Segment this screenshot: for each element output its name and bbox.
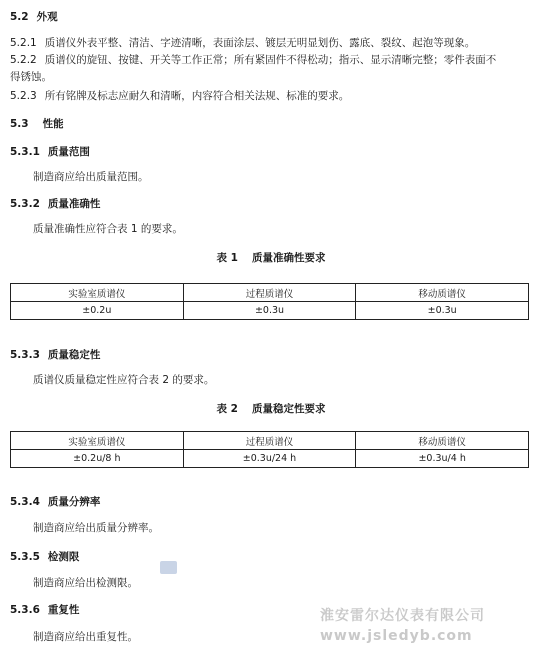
table-row — [11, 450, 529, 468]
table-1-caption — [0, 251, 542, 265]
clause-number: 5.3.2 — [10, 198, 40, 210]
clause-number: 5.2.1 — [10, 37, 37, 49]
clause-5-3-4-body: 制造商应给出质量分辨率。 — [33, 522, 159, 534]
clause-5-3-4-heading — [10, 495, 100, 509]
clause-title: 质量范围 — [47, 146, 90, 158]
table-header-cell: 实验室质谱仪 — [11, 432, 184, 450]
clause-title: 质量准确性 — [47, 198, 101, 210]
section-heading-5-3 — [10, 117, 64, 131]
watermark-logo-icon — [160, 561, 177, 574]
section-heading-5-2 — [10, 10, 58, 24]
clause-title: 质量分辨率 — [47, 496, 101, 508]
table-header-cell: 实验室质谱仪 — [11, 284, 184, 302]
table-cell: ±0.2u/8 h — [11, 450, 184, 468]
table-header-row — [11, 432, 529, 450]
clause-text: 所有铭牌及标志应耐久和清晰，内容符合相关法规、标准的要求。 — [44, 90, 350, 102]
clause-5-3-2-body: 质量准确性应符合表 1 的要求。 — [33, 223, 183, 235]
table-header-row — [11, 284, 529, 302]
clause-5-3-5-body: 制造商应给出检测限。 — [33, 577, 138, 589]
clause-number: 5.3.4 — [10, 496, 40, 508]
table-2 — [10, 431, 529, 468]
clause-5-2-1 — [10, 36, 475, 50]
section-title: 性能 — [42, 118, 64, 130]
clause-number: 5.2.3 — [10, 90, 37, 102]
section-number: 5.3 — [10, 118, 29, 130]
clause-title: 重复性 — [47, 604, 80, 616]
table-number: 表 1 — [216, 252, 238, 264]
clause-5-2-3 — [10, 89, 349, 103]
clause-5-3-6-heading — [10, 603, 79, 617]
table-header-cell: 过程质谱仪 — [183, 432, 356, 450]
clause-title: 检测限 — [47, 551, 80, 563]
clause-number: 5.3.5 — [10, 551, 40, 563]
table-header-cell: 过程质谱仪 — [183, 284, 356, 302]
table-cell: ±0.3u/24 h — [183, 450, 356, 468]
section-title: 外观 — [36, 11, 58, 23]
clause-text: 质谱仪的旋钮、按键、开关等工作正常；所有紧固件不得松动；指示、显示清晰完整；零件表面不 — [44, 54, 497, 66]
table-2-caption — [0, 402, 542, 416]
clause-5-3-5-heading — [10, 550, 79, 564]
table-header-cell: 移动质谱仪 — [356, 432, 529, 450]
clause-number: 5.3.3 — [10, 349, 40, 361]
clause-title: 质量稳定性 — [47, 349, 101, 361]
clause-number: 5.3.6 — [10, 604, 40, 616]
clause-5-3-3-body: 质谱仪质量稳定性应符合表 2 的要求。 — [33, 374, 215, 386]
clause-5-3-1-body: 制造商应给出质量范围。 — [33, 171, 149, 183]
table-header-cell: 移动质谱仪 — [356, 284, 529, 302]
clause-number: 5.2.2 — [10, 54, 37, 66]
table-title: 质量稳定性要求 — [251, 403, 326, 415]
clause-text: 质谱仪外表平整、清洁、字迹清晰，表面涂层、镀层无明显划伤、露底、裂纹、起泡等现象。 — [44, 37, 476, 49]
clause-5-3-6-body: 制造商应给出重复性。 — [33, 631, 138, 643]
clause-5-2-2 — [10, 53, 496, 67]
clause-number: 5.3.1 — [10, 146, 40, 158]
table-number: 表 2 — [216, 403, 238, 415]
clause-5-3-2-heading — [10, 197, 100, 211]
section-number: 5.2 — [10, 11, 29, 23]
clause-5-2-2-continuation: 得锈蚀。 — [10, 71, 52, 83]
table-row — [11, 302, 529, 320]
table-cell: ±0.2u — [11, 302, 184, 320]
clause-5-3-1-heading — [10, 145, 90, 159]
table-title: 质量准确性要求 — [251, 252, 326, 264]
table-cell: ±0.3u — [183, 302, 356, 320]
watermark-url: www.jsledyb.com — [320, 628, 473, 644]
table-cell: ±0.3u — [356, 302, 529, 320]
watermark-company: 淮安雷尔达仪表有限公司 — [320, 608, 485, 624]
clause-5-3-3-heading — [10, 348, 100, 362]
table-1 — [10, 283, 529, 320]
table-cell: ±0.3u/4 h — [356, 450, 529, 468]
